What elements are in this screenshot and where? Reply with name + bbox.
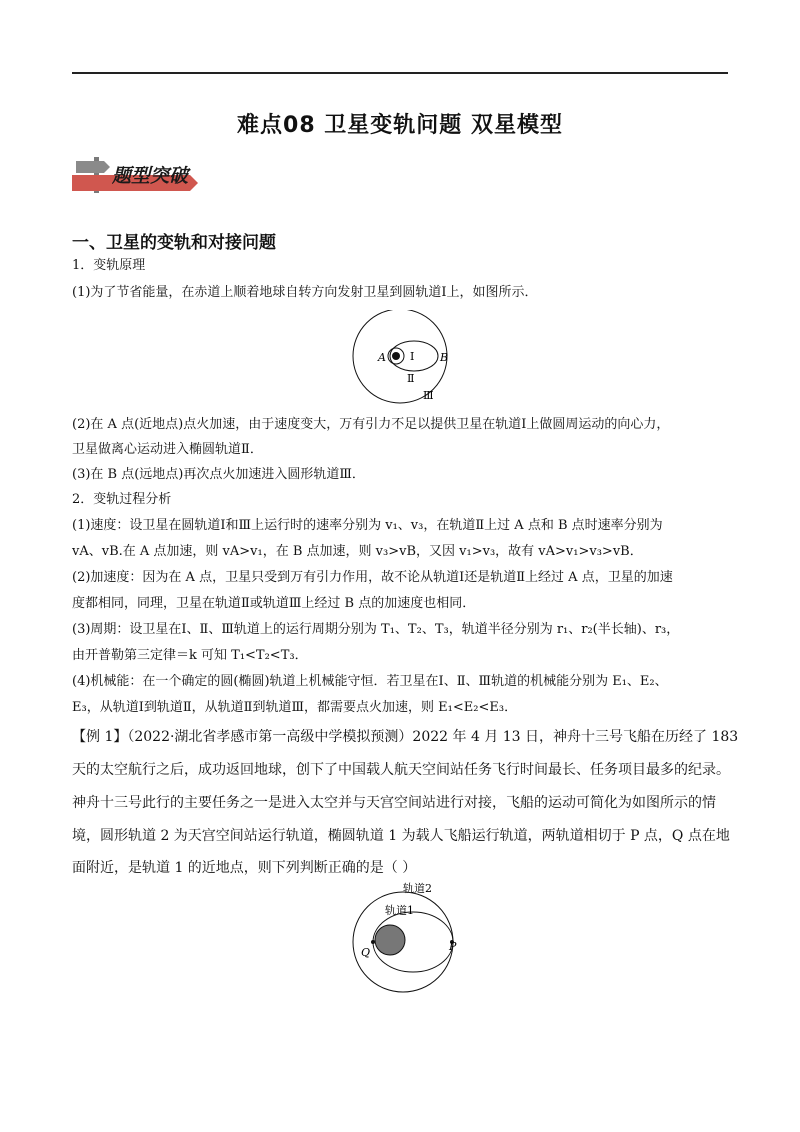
text-line: (2)加速度：因为在 A 点，卫星只受到万有引力作用，故不论从轨道Ⅰ还是轨道Ⅱ上经过 A 点，卫星的加速 xyxy=(72,570,673,585)
text-line: E₃，从轨道Ⅰ到轨道Ⅱ，从轨道Ⅱ到轨道Ⅲ，都需要点火加速，则 E₁<E₂<E₃． xyxy=(72,700,518,715)
label-orbit-2: 轨道2 xyxy=(403,882,432,895)
label-orbit-2: Ⅱ xyxy=(407,372,415,385)
label-b: B xyxy=(440,351,449,364)
section-badge xyxy=(72,157,212,193)
example-line: 【例 1】（2022·湖北省孝感市第一高级中学模拟预测）2022 年 4 月 13 日，神舟十三号飞船在历经了 183 xyxy=(72,729,739,745)
label-orbit-3: Ⅲ xyxy=(423,389,434,402)
label-a: A xyxy=(378,351,386,364)
top-rule xyxy=(72,72,728,74)
section-heading: 一、卫星的变轨和对接问题 xyxy=(72,233,276,253)
text-line: 度都相同，同理，卫星在轨道Ⅱ或轨道Ⅲ上经过 B 点的加速度也相同． xyxy=(72,596,476,611)
text-line: 1．变轨原理 xyxy=(72,258,146,273)
example-line: 面附近，是轨道 1 的近地点，则下列判断正确的是（ ） xyxy=(72,860,417,876)
text-line: (4)机械能：在一个确定的圆(椭圆)轨道上机械能守恒．若卫星在Ⅰ、Ⅱ、Ⅲ轨道的机械能分别为 E₁、E₂、 xyxy=(72,674,668,689)
label-p: P xyxy=(449,940,457,953)
text-line: (3)在 B 点(远地点)再次点火加速进入圆形轨道Ⅲ． xyxy=(72,467,365,482)
orbit-diagram-2 xyxy=(345,880,475,1000)
text-line: 2．变轨过程分析 xyxy=(72,492,172,507)
text-line: (1)为了节省能量，在赤道上顺着地球自转方向发射卫星到圆轨道Ⅰ上，如图所示． xyxy=(72,285,538,300)
label-orbit-1: 轨道1 xyxy=(385,904,414,917)
text-line: (2)在 A 点(近地点)点火加速，由于速度变大，万有引力不足以提供卫星在轨道Ⅰ上做圆周运动的向心力， xyxy=(72,417,670,432)
text-line: 卫星做离心运动进入椭圆轨道Ⅱ． xyxy=(72,442,263,457)
label-q: Q xyxy=(361,946,371,959)
badge-label: 题型突破 xyxy=(112,165,189,187)
text-line: 由开普勒第三定律＝k 可知 T₁<T₂<T₃． xyxy=(72,648,308,663)
example-line: 神舟十三号此行的主要任务之一是进入太空并与天宫空间站进行对接，飞船的运动可简化为如图所示的情 xyxy=(72,795,716,811)
text-line: vA、vB.在 A 点加速，则 vA>v₁，在 B 点加速，则 v₃>vB，又因 v₁>v₃，故有 vA>v₁>v₃>vB． xyxy=(72,544,643,559)
label-orbit-1: Ⅰ xyxy=(410,350,415,363)
example-line: 天的太空航行之后，成功返回地球，创下了中国载人航天空间站任务飞行时间最长、任务项目最多的纪录。 xyxy=(72,762,730,778)
text-line: (3)周期：设卫星在Ⅰ、Ⅱ、Ⅲ轨道上的运行周期分别为 T₁、T₂、T₃，轨道半径分别为 r₁、r₂(半长轴)、r₃， xyxy=(72,622,680,637)
example-line: 境，圆形轨道 2 为天宫空间站运行轨道，椭圆轨道 1 为载人飞船运行轨道，两轨道相切于 P 点，Q 点在地 xyxy=(72,828,730,844)
page-title: 难点08 卫星变轨问题 双星模型 xyxy=(237,113,563,138)
orbit-diagram-1 xyxy=(350,310,470,410)
text-line: (1)速度：设卫星在圆轨道Ⅰ和Ⅲ上运行时的速率分别为 v₁、v₃，在轨道Ⅱ上过 A 点和 B 点时速率分别为 xyxy=(72,518,663,533)
